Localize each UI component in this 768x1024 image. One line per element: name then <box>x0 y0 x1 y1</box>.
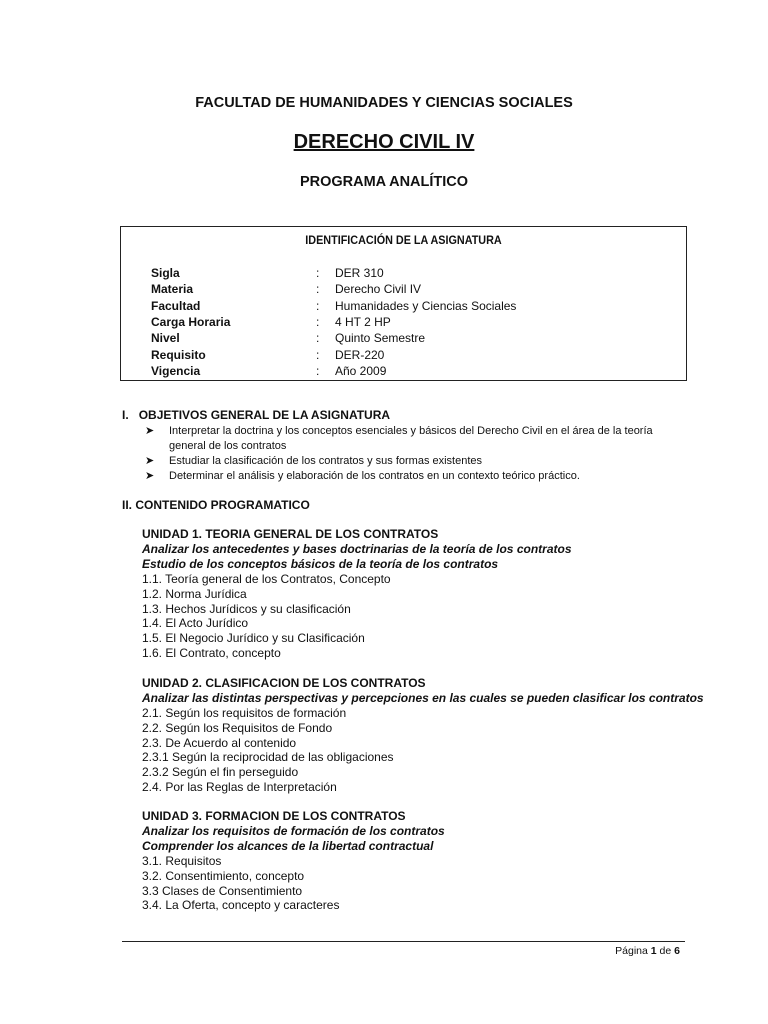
unit-objective: Analizar los antecedentes y bases doctrinarias de la teoría de los contratos <box>142 542 572 556</box>
identification-label: Materia <box>151 282 194 297</box>
arrow-bullet-icon: ➤ <box>145 455 155 467</box>
page-number <box>600 945 680 957</box>
unit-heading: UNIDAD 1. TEORIA GENERAL DE LOS CONTRATOS <box>142 527 439 541</box>
footer-divider <box>122 941 685 942</box>
unit-heading: UNIDAD 2. CLASIFICACION DE LOS CONTRATOS <box>142 676 426 690</box>
arrow-bullet-icon: ➤ <box>145 425 155 437</box>
identification-box <box>120 226 687 381</box>
identification-value: Derecho Civil IV <box>335 282 422 297</box>
page-of: de <box>659 945 672 957</box>
course-title: DERECHO CIVIL IV <box>293 131 475 153</box>
objectives-number: I. <box>122 408 129 422</box>
unit-topic: 2.3.2 Según el fin perseguido <box>142 765 299 780</box>
content-heading: II. CONTENIDO PROGRAMATICO <box>122 498 310 512</box>
identification-separator: : <box>316 347 320 362</box>
unit-topic: 3.4. La Oferta, concepto y caracteres <box>142 898 340 913</box>
identification-label: Vigencia <box>151 363 201 378</box>
identification-separator: : <box>316 266 320 280</box>
unit-topic: 1.2. Norma Jurídica <box>142 586 247 601</box>
program-title: PROGRAMA ANALÍTICO <box>299 174 469 190</box>
unit-objective: Analizar los requisitos de formación de los contratos <box>142 824 445 838</box>
identification-value: Año 2009 <box>335 363 387 378</box>
faculty-title: FACULTAD DE HUMANIDADES Y CIENCIAS SOCIALES <box>195 95 573 111</box>
page-total: 6 <box>674 945 680 957</box>
unit-topic: 1.6. El Contrato, concepto <box>142 646 281 660</box>
identification-title: IDENTIFICACIÓN DE LA ASIGNATURA <box>305 233 502 247</box>
unit-topic: 1.1. Teoría general de los Contratos, Concepto <box>142 572 391 586</box>
identification-label: Facultad <box>151 298 201 313</box>
unit-heading: UNIDAD 3. FORMACION DE LOS CONTRATOS <box>142 809 406 823</box>
page-label: Página <box>615 945 648 957</box>
unit-topic: 2.2. Según los Requisitos de Fondo <box>142 720 333 735</box>
identification-value: Quinto Semestre <box>335 331 426 346</box>
unit-objective: Estudio de los conceptos básicos de la teoría de los contratos <box>142 557 499 571</box>
identification-value: Humanidades y Ciencias Sociales <box>335 298 517 313</box>
arrow-bullet-icon: ➤ <box>145 470 155 482</box>
identification-value: DER-220 <box>335 347 385 362</box>
objective-text: Interpretar la doctrina y los conceptos esenciales y básicos del Derecho Civil en el área de la teoría general de los contratos <box>169 425 653 452</box>
unit-topic: 3.3 Clases de Consentimiento <box>142 883 303 898</box>
objectives-title: OBJETIVOS GENERAL DE LA ASIGNATURA <box>138 408 391 422</box>
unit-topic: 2.4. Por las Reglas de Interpretación <box>142 780 337 794</box>
identification-separator: : <box>316 363 320 378</box>
unit-topic: 2.3. De Acuerdo al contenido <box>142 735 297 750</box>
identification-separator: : <box>316 331 320 346</box>
identification-label: Carga Horaria <box>151 314 231 329</box>
identification-value: DER 310 <box>335 266 384 280</box>
identification-separator: : <box>316 298 320 313</box>
identification-label: Nivel <box>151 331 180 346</box>
identification-label: Sigla <box>151 266 180 280</box>
page-current: 1 <box>650 945 657 957</box>
unit-topic: 2.3.1 Según la reciprocidad de las obligaciones <box>142 750 394 765</box>
objective-text: Estudiar la clasificación de los contratos y sus formas existentes <box>169 455 483 467</box>
objective-text: Determinar el análisis y elaboración de los contratos en un contexto teórico práctico. <box>169 470 580 482</box>
identification-separator: : <box>316 282 320 297</box>
unit-topic: 2.1. Según los requisitos de formación <box>142 706 347 720</box>
unit-objective: Comprender los alcances de la libertad contractual <box>142 839 434 853</box>
unit-topic: 1.3. Hechos Jurídicos y su clasificación <box>142 601 351 616</box>
unit-topic: 3.2. Consentimiento, concepto <box>142 868 305 883</box>
unit-topic: 1.5. El Negocio Jurídico y su Clasificación <box>142 631 365 646</box>
objectives-heading <box>122 408 390 422</box>
identification-label: Requisito <box>151 347 206 362</box>
identification-separator: : <box>316 314 320 329</box>
unit-topic: 1.4. El Acto Jurídico <box>142 616 249 631</box>
identification-value: 4 HT 2 HP <box>335 314 391 329</box>
unit-topic: 3.1. Requisitos <box>142 854 222 868</box>
unit-objective: Analizar las distintas perspectivas y percepciones en las cuales se pueden clasificar los contratos <box>142 691 704 705</box>
